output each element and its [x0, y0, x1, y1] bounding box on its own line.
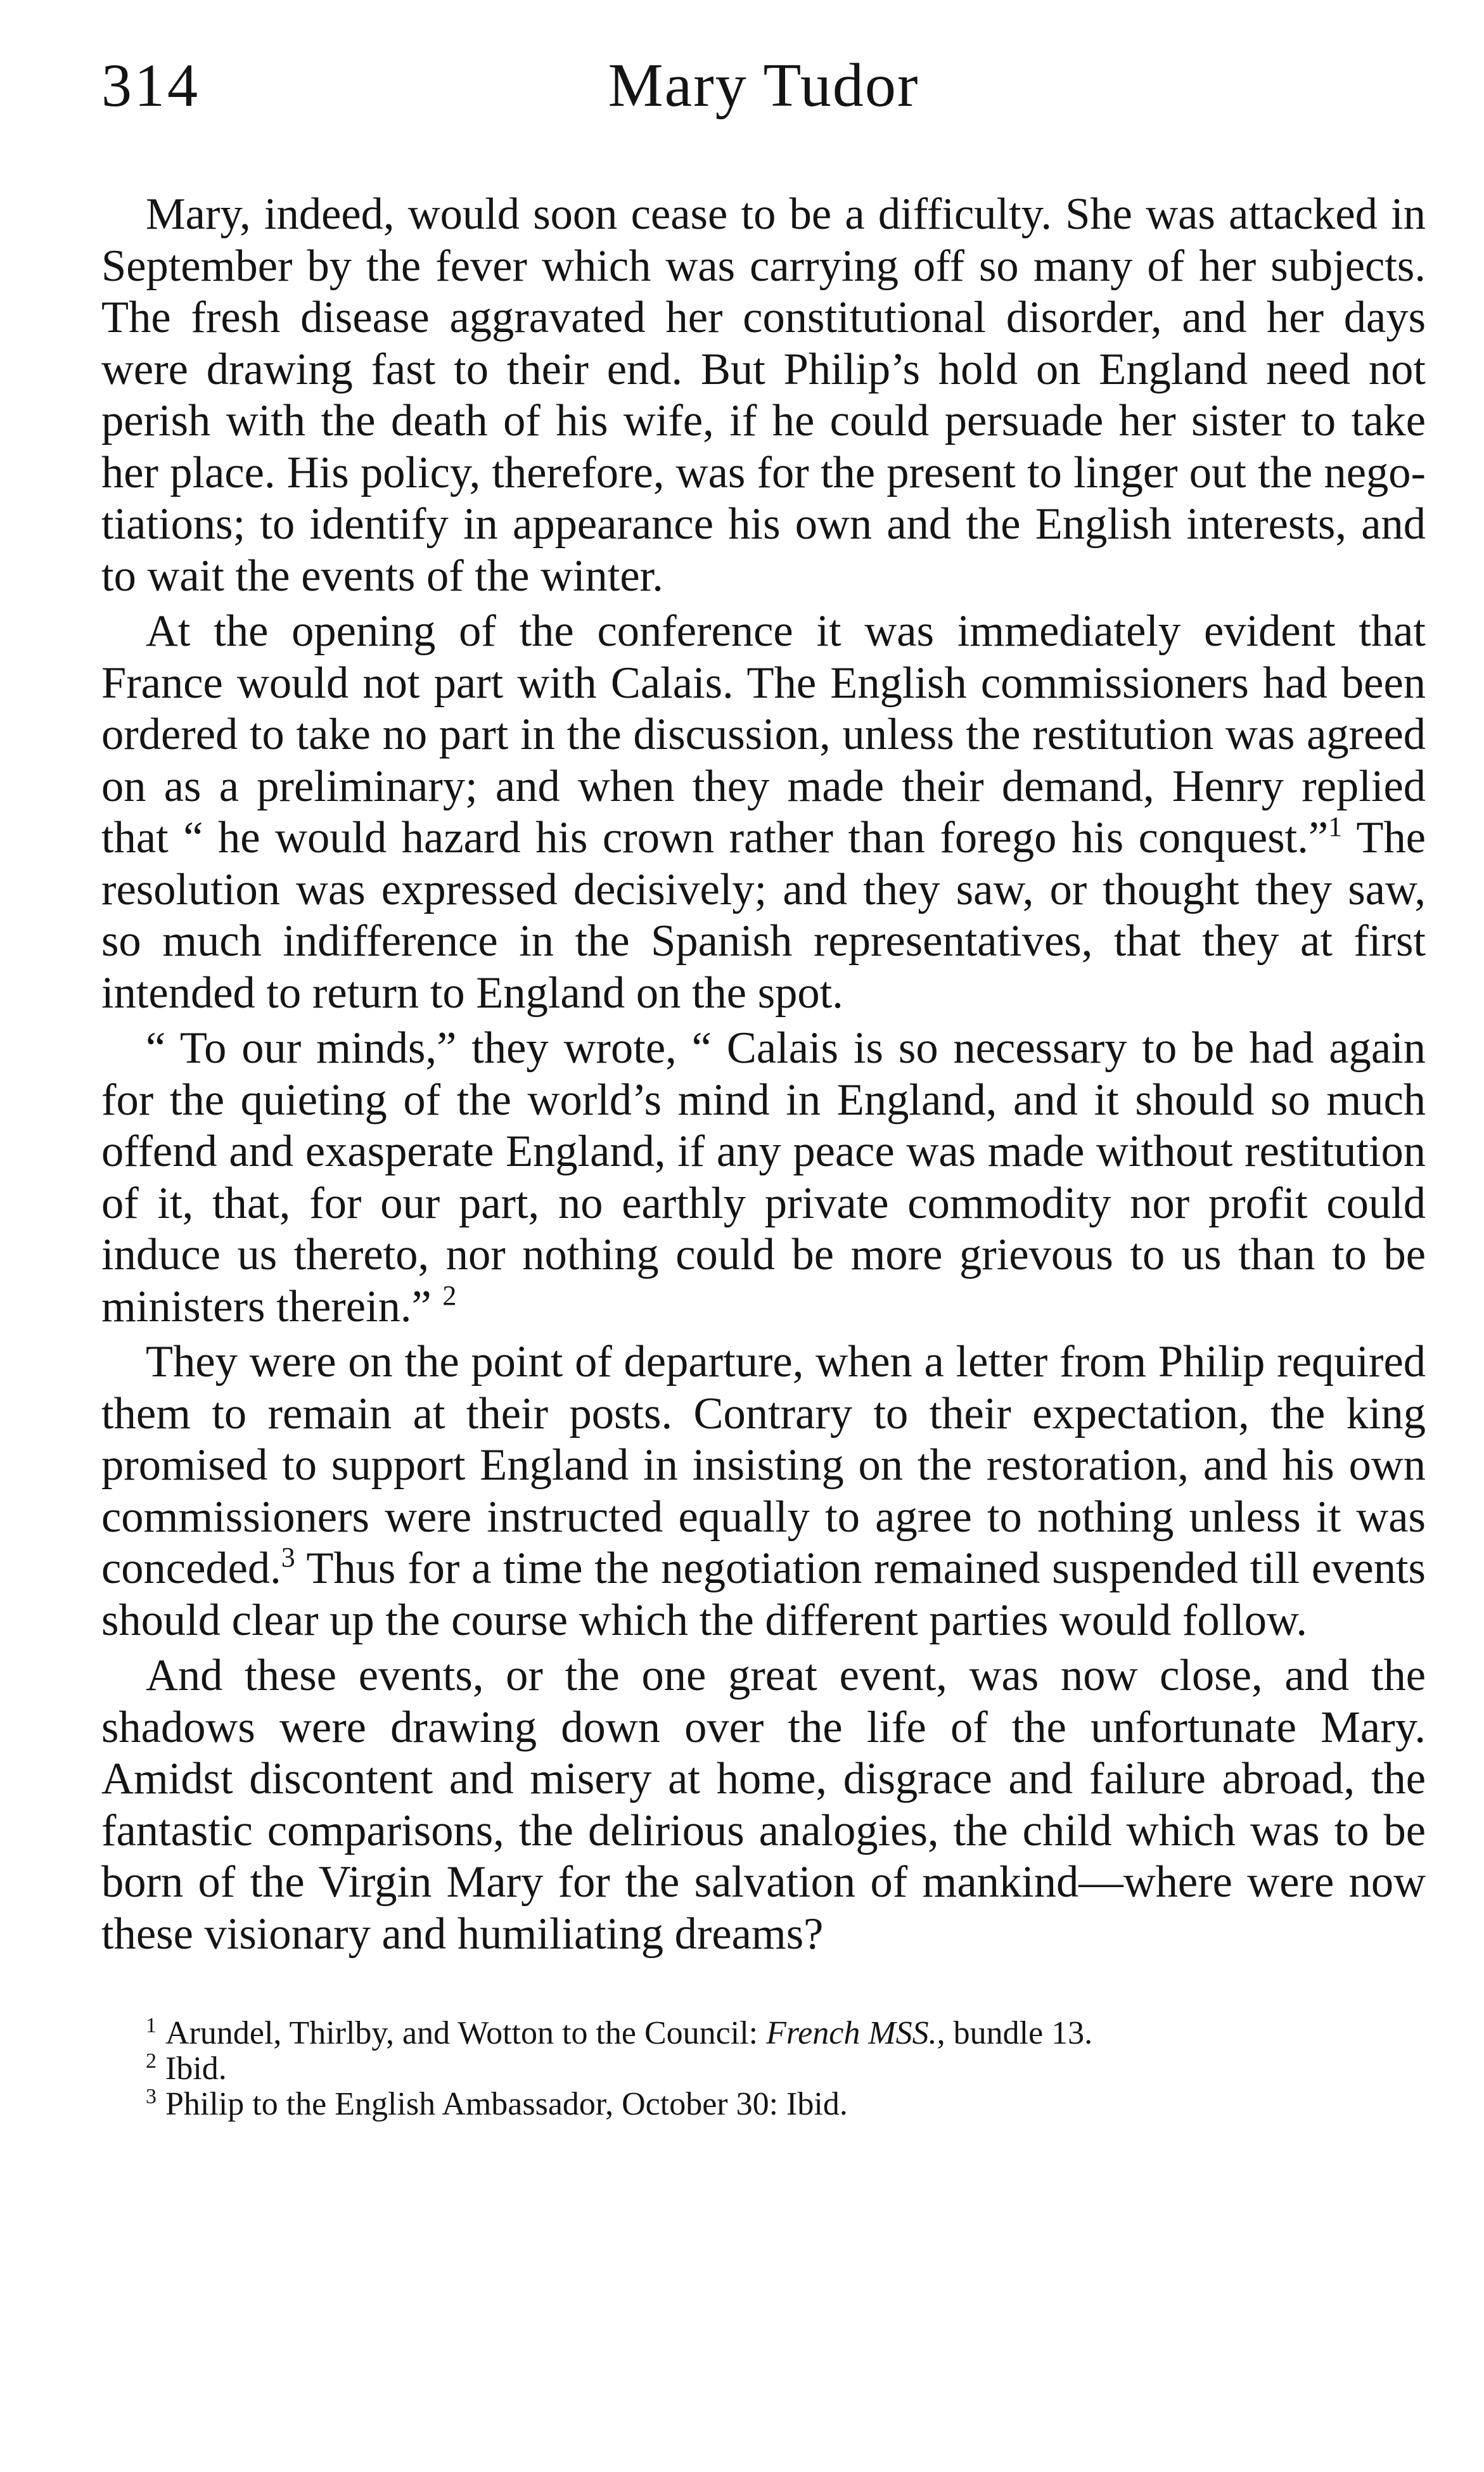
- paragraph-3-text-a: “ To our minds,” they wrote, “ Calais is so necessary to be had again for the quieting of the world’s mind in England, and it should so much offend and exasperate England, if any peace was made without restitution of it, that, for our part, no earthly private commodity nor profit could induce us thereto, nor nothing could be more grievous to us than to be ministers therein.”: [101, 1023, 1426, 1331]
- footnote-ref-1: 1: [1328, 811, 1343, 842]
- footnote-source-italic: French MSS.: [766, 2015, 937, 2051]
- footnote-2: [146, 2051, 1426, 2087]
- page-number: 314: [101, 51, 200, 119]
- running-head: [101, 44, 1426, 146]
- footnote-ref-3: 3: [281, 1542, 295, 1573]
- footnote-marker: 3: [146, 2085, 157, 2108]
- footnote-marker: 2: [146, 2049, 157, 2073]
- footnote-3: [146, 2087, 1426, 2122]
- footnote-1: [146, 2016, 1426, 2051]
- page-title: Mary Tudor: [608, 51, 919, 120]
- paragraph-1: [101, 189, 1426, 602]
- paragraph-5: [101, 1650, 1426, 1960]
- book-page: [101, 44, 1426, 2122]
- paragraph-2-text-b: The resolution was expressed decisively; and they saw, or thought they saw, so much indifference in the Spanish representatives, that they at first intended to return to England on the spot.: [101, 813, 1426, 1018]
- paragraph-2-text-a: At the opening of the conference it was immediately evident that France would not part with Calais. The English commissioners had been ordered to take no part in the discussion, unless the restitution was agreed on as a preliminary; and when they made their demand, Henry replied that “ he would hazard his crown rather than forego his conquest.”: [101, 606, 1426, 862]
- paragraph-1-text: Mary, indeed, would soon cease to be a difficulty. She was attacked in September by the fever which was carrying off so many of her subjects. The fresh disease aggravated her constitutional disorder, and her days were drawing fast to their end. But Philip’s hold on England need not perish with the death of his wife, if he could persuade her sister to take her place. His policy, therefore, was for the present to linger out the negotiations; to identify in appearance his own and the English interests, and to wait the events of the winter.: [101, 189, 1426, 601]
- paragraph-3: [101, 1023, 1426, 1333]
- paragraph-2: [101, 606, 1426, 1019]
- footnotes: [101, 2016, 1426, 2122]
- paragraph-4-text-a: They were on the point of departure, when a letter from Philip required them to remain at their posts. Contrary to their expectation, the king promised to support England in insisting on the restoration, and his own commissioners were instructed equally to agree to nothing unless it was conceded.: [101, 1337, 1426, 1593]
- footnote-text: Ibid.: [165, 2051, 227, 2087]
- footnote-text-tail: , bundle 13.: [937, 2015, 1093, 2051]
- footnote-ref-2: 2: [442, 1279, 457, 1311]
- footnote-text: Arundel, Thirlby, and Wotton to the Council:: [165, 2015, 767, 2051]
- footnote-marker: 1: [146, 2014, 157, 2037]
- footnote-text: Philip to the English Ambassador, October 30: Ibid.: [165, 2086, 848, 2122]
- paragraph-4-text-b: Thus for a time the negotiation remained suspended till events should clear up the course which the different parties would follow.: [101, 1544, 1426, 1645]
- paragraph-4: [101, 1336, 1426, 1646]
- paragraph-5-text: And these events, or the one great event, was now close, and the shadows were drawing down over the life of the unfortunate Mary. Amidst discontent and misery at home, disgrace and failure abroad, the fantastic comparisons, the delirious analogies, the child which was to be born of the Virgin Mary for the salvation of mankind—where were now these visionary and humiliating dreams?: [101, 1651, 1426, 1959]
- body-text: [101, 189, 1426, 1960]
